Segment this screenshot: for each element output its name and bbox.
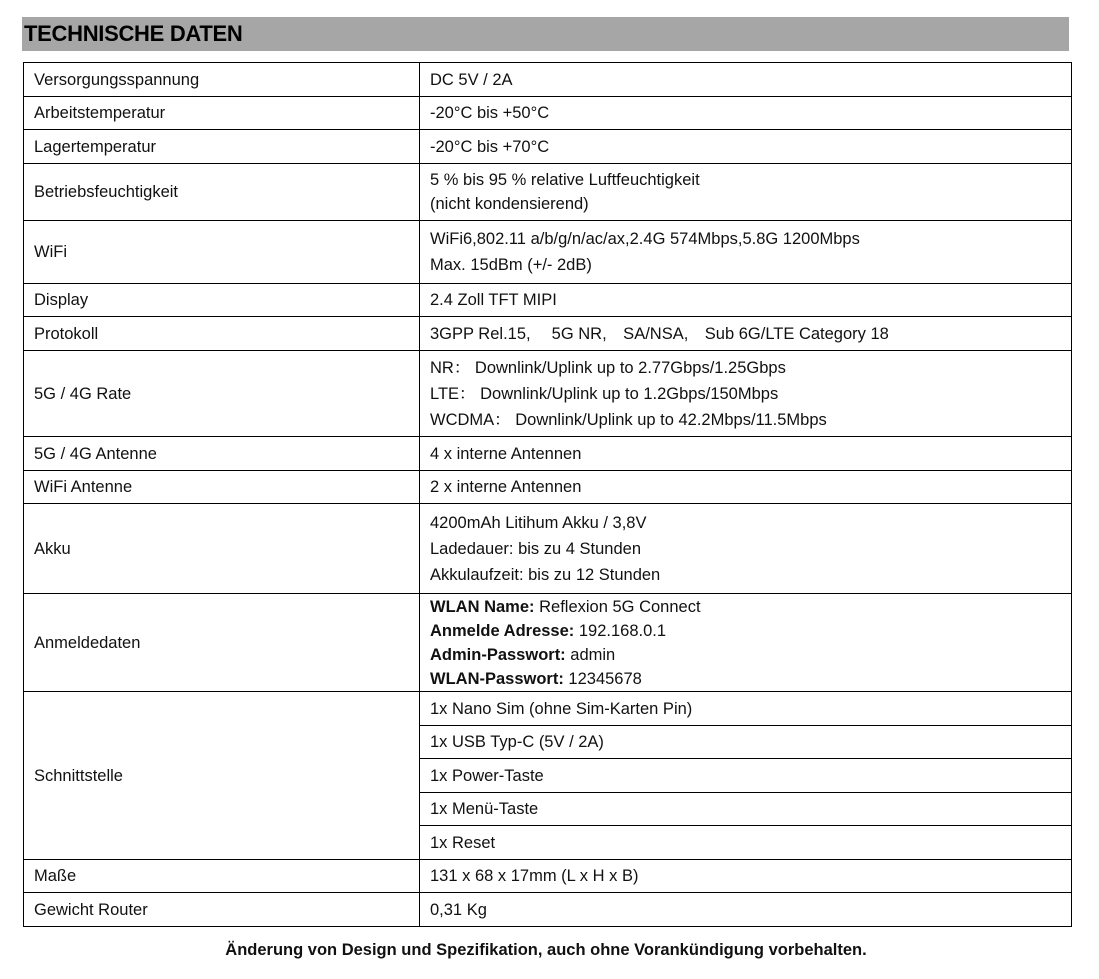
disclaimer-note: Änderung von Design und Spezifikation, auch ohne Vorankündigung vorbehalten. bbox=[225, 941, 867, 959]
spec-value: 4 x interne Antennen bbox=[420, 437, 1072, 471]
credential-value: admin bbox=[565, 645, 616, 664]
spec-value: 5 % bis 95 % relative Luftfeuchtigkeit (nicht kondensierend) bbox=[420, 164, 1072, 221]
table-row bbox=[24, 692, 1072, 726]
spec-label: Versorgungsspannung bbox=[24, 63, 420, 97]
spec-value: 3GPP Rel.15, 5G NR, SA/NSA, Sub 6G/LTE Category 18 bbox=[420, 317, 1072, 351]
section-header-bar bbox=[22, 17, 1069, 51]
spec-label: Lagertemperatur bbox=[24, 130, 420, 164]
spec-value: 1x Power-Taste bbox=[420, 759, 1072, 793]
credential-value: Reflexion 5G Connect bbox=[534, 597, 701, 616]
spec-value: -20°C bis +70°C bbox=[420, 130, 1072, 164]
table-row bbox=[24, 893, 1072, 927]
table-row bbox=[24, 471, 1072, 504]
table-row bbox=[24, 97, 1072, 130]
spec-value: 1x Nano Sim (ohne Sim-Karten Pin) bbox=[420, 692, 1072, 726]
spec-value: 2 x interne Antennen bbox=[420, 471, 1072, 504]
spec-label: Protokoll bbox=[24, 317, 420, 351]
spec-label: 5G / 4G Rate bbox=[24, 351, 420, 437]
credential-key: Admin-Passwort: bbox=[430, 645, 566, 664]
table-row bbox=[24, 164, 1072, 221]
spec-label: Arbeitstemperatur bbox=[24, 97, 420, 130]
section-title: TECHNISCHE DATEN bbox=[24, 21, 243, 46]
spec-label: 5G / 4G Antenne bbox=[24, 437, 420, 471]
spec-value: 0,31 Kg bbox=[420, 893, 1072, 927]
table-row bbox=[24, 317, 1072, 351]
spec-table bbox=[23, 62, 1072, 927]
spec-value: -20°C bis +50°C bbox=[420, 97, 1072, 130]
spec-value bbox=[420, 594, 1072, 692]
table-row bbox=[24, 594, 1072, 692]
credential-value: 12345678 bbox=[563, 669, 642, 688]
spec-value: 2.4 Zoll TFT MIPI bbox=[420, 284, 1072, 317]
spec-value: NR： Downlink/Uplink up to 2.77Gbps/1.25Gbps LTE： Downlink/Uplink up to 1.2Gbps/150Mbps WCDMA： Downlink/Uplink up to 42.2Mbps/11.5Mbps bbox=[420, 351, 1072, 437]
credential-value: 192.168.0.1 bbox=[574, 621, 667, 640]
table-row bbox=[24, 63, 1072, 97]
spec-value: 1x USB Typ-C (5V / 2A) bbox=[420, 726, 1072, 759]
spec-label: Gewicht Router bbox=[24, 893, 420, 927]
table-row bbox=[24, 284, 1072, 317]
spec-label: Schnittstelle bbox=[24, 692, 420, 860]
table-row bbox=[24, 504, 1072, 594]
spec-value: 1x Reset bbox=[420, 826, 1072, 860]
spec-value: 131 x 68 x 17mm (L x H x B) bbox=[420, 860, 1072, 893]
credential-key: WLAN-Passwort: bbox=[430, 669, 564, 688]
table-row bbox=[24, 351, 1072, 437]
credential-key: WLAN Name: bbox=[430, 597, 535, 616]
spec-label: Maße bbox=[24, 860, 420, 893]
table-row bbox=[24, 860, 1072, 893]
spec-label: Anmeldedaten bbox=[24, 594, 420, 692]
spec-value: WiFi6,802.11 a/b/g/n/ac/ax,2.4G 574Mbps,5.8G 1200Mbps Max. 15dBm (+/- 2dB) bbox=[420, 221, 1072, 284]
spec-value: 4200mAh Litihum Akku / 3,8V Ladedauer: bis zu 4 Stunden Akkulaufzeit: bis zu 12 Stunden bbox=[420, 504, 1072, 594]
spec-label: Akku bbox=[24, 504, 420, 594]
spec-value: DC 5V / 2A bbox=[420, 63, 1072, 97]
spec-label: WiFi Antenne bbox=[24, 471, 420, 504]
spec-label: WiFi bbox=[24, 221, 420, 284]
spec-label: Display bbox=[24, 284, 420, 317]
spec-label: Betriebsfeuchtigkeit bbox=[24, 164, 420, 221]
table-row bbox=[24, 221, 1072, 284]
table-row bbox=[24, 437, 1072, 471]
table-row bbox=[24, 130, 1072, 164]
credential-key: Anmelde Adresse: bbox=[430, 621, 575, 640]
spec-value: 1x Menü-Taste bbox=[420, 793, 1072, 826]
